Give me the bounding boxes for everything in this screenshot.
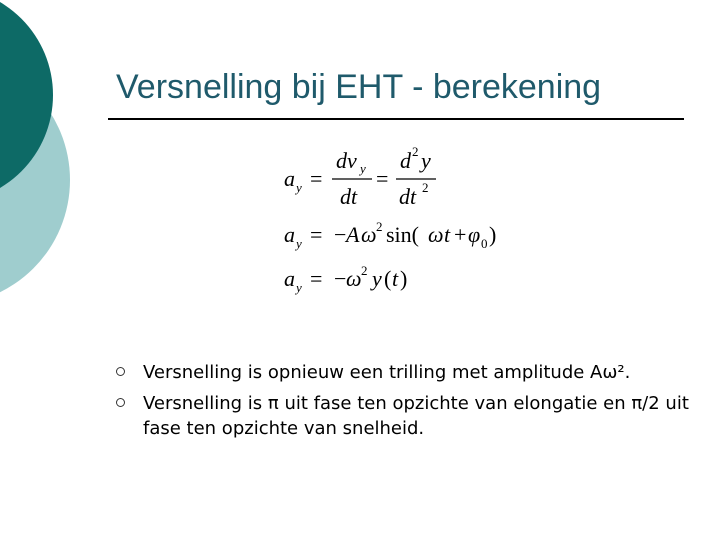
eq2-amplitude: A — [346, 222, 360, 247]
eq1-equals-2: = — [376, 166, 389, 191]
eq3-omega: ω — [346, 266, 362, 291]
bullet-item — [116, 360, 696, 385]
eq1-frac1-den: dt — [340, 184, 358, 209]
eq3-lhs: a — [284, 266, 295, 291]
title-underline — [108, 118, 684, 120]
eq2-plus: + — [454, 222, 467, 247]
eq1-frac1-num: dv — [336, 148, 357, 173]
eq2-phi-sub: 0 — [481, 236, 488, 251]
eq3-lhs-sub: y — [296, 280, 302, 295]
eq3-open-paren: ( — [384, 266, 392, 291]
bullet-item — [116, 391, 696, 441]
eq3-sup: 2 — [361, 263, 368, 278]
eq2-sin: sin( — [386, 222, 419, 247]
eq2-omega-2: ω — [428, 222, 444, 247]
eq3-t: t — [392, 266, 399, 291]
eq1-frac1-num-sub: y — [360, 161, 366, 176]
eq3-y: y — [372, 266, 382, 291]
eq1-frac2-den: dt — [399, 184, 417, 209]
eq1-lhs-sub: y — [296, 180, 302, 195]
bullet-text-1: Versnelling is opnieuw een trilling met amplitude Aω². — [143, 362, 631, 383]
eq2-sup: 2 — [376, 219, 383, 234]
bullet-circle-icon — [116, 398, 125, 407]
eq2-t: t — [444, 222, 451, 247]
bullet-circle-icon — [116, 367, 125, 376]
equation-3 — [284, 263, 407, 295]
eq1-equals: = — [310, 166, 323, 191]
eq3-minus: − — [334, 266, 347, 291]
eq1-frac2-num: d — [400, 148, 411, 173]
slide-title: Versnelling bij EHT - berekening — [116, 68, 602, 106]
equations-block — [280, 142, 520, 302]
eq1-lhs: a — [284, 166, 295, 191]
eq2-equals: = — [310, 222, 323, 247]
bullet-list — [116, 360, 696, 447]
eq2-phi: φ — [468, 222, 481, 247]
decorative-circles — [0, 0, 80, 300]
eq2-lhs: a — [284, 222, 295, 247]
eq2-close-paren: ) — [489, 222, 497, 247]
equation-1 — [284, 144, 436, 209]
eq1-frac2-num-var: y — [421, 148, 431, 173]
eq3-close-paren: ) — [400, 266, 408, 291]
equation-2 — [284, 219, 496, 251]
eq2-lhs-sub: y — [296, 236, 302, 251]
eq2-omega: ω — [361, 222, 377, 247]
eq2-minus: − — [334, 222, 347, 247]
eq1-frac2-den-sup: 2 — [422, 180, 429, 195]
bullet-text-2: Versnelling is π uit fase ten opzichte van elongatie en π/2 uit fase ten opzichte van snelheid. — [143, 393, 689, 439]
eq3-equals: = — [310, 266, 323, 291]
eq1-frac2-num-sup: 2 — [412, 144, 419, 159]
